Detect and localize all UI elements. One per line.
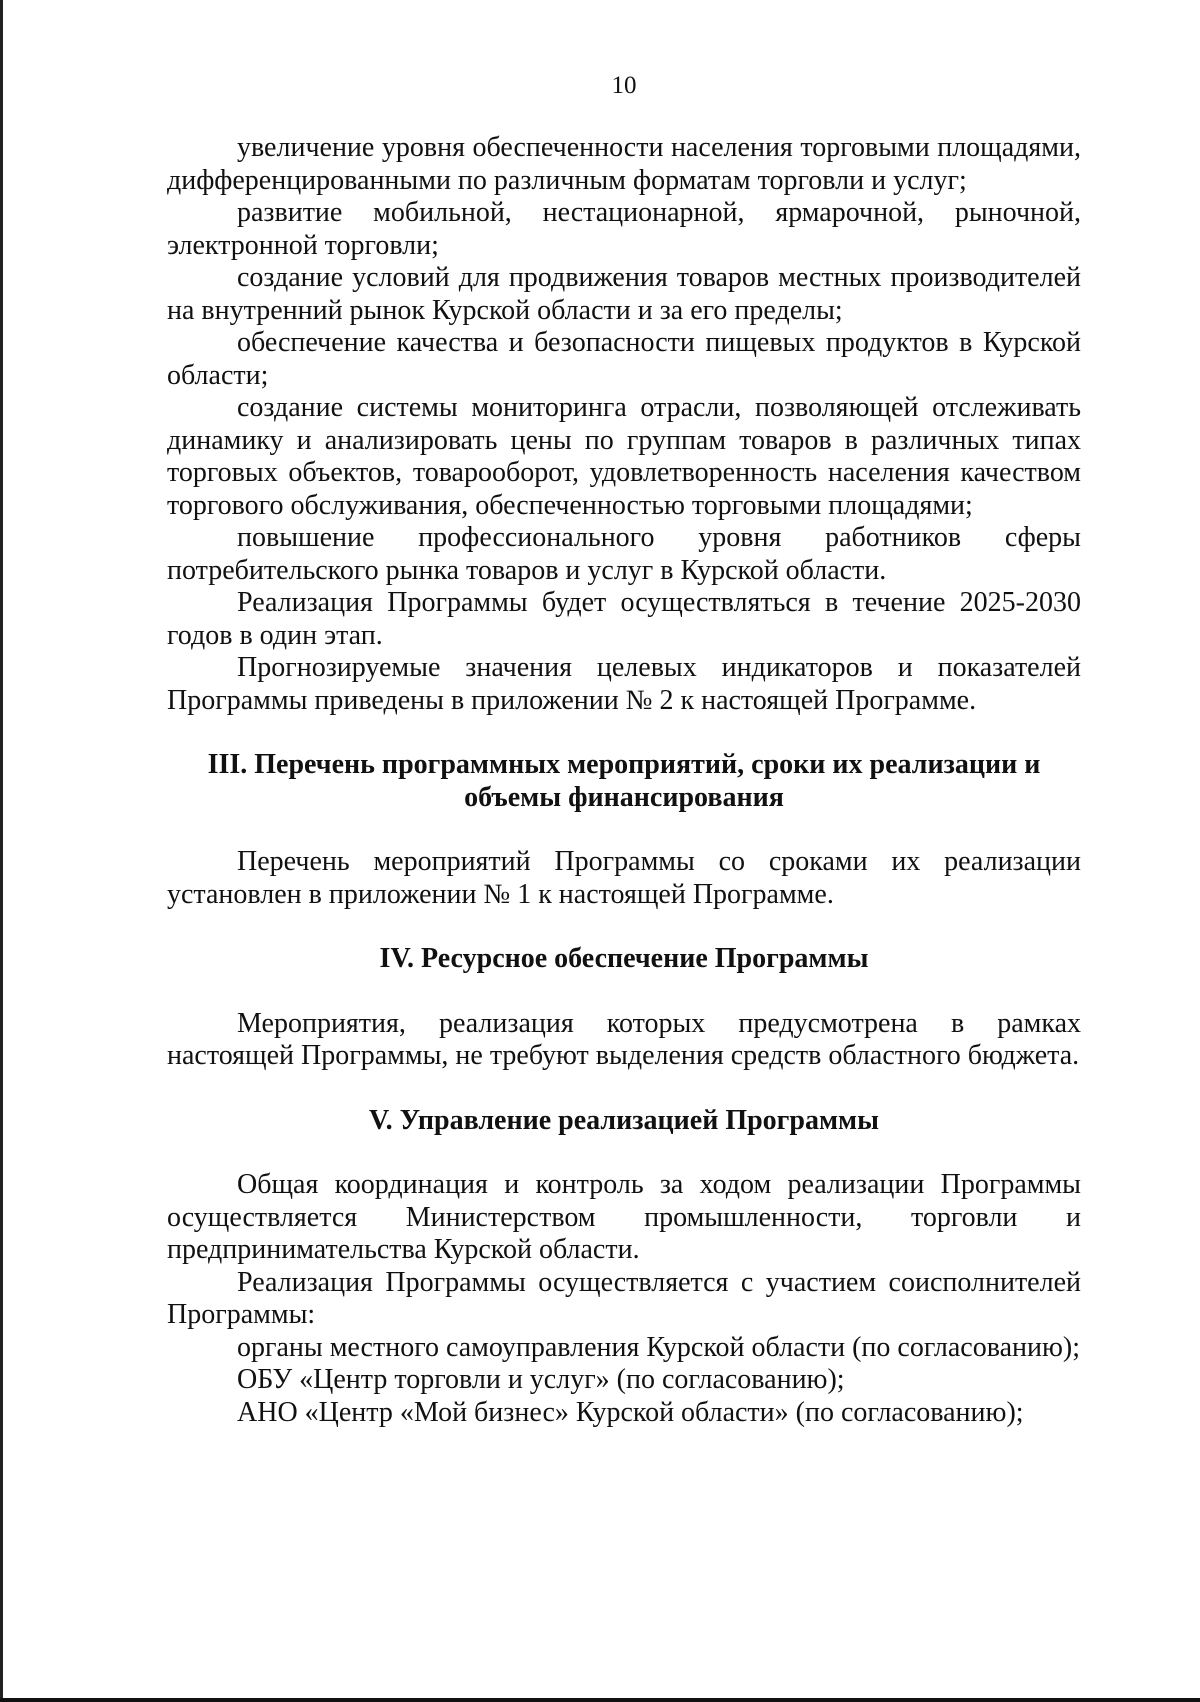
- scan-edge-left: [0, 0, 3, 1702]
- section-3-heading-line2: объемы финансирования: [464, 781, 784, 813]
- section-5-paragraph-3: органы местного самоуправления Курской области (по согласованию);: [237, 1331, 1081, 1363]
- paragraph-goal-2: развитие мобильной, нестационарной, ярмарочной, рыночной, электронной торговли;: [167, 197, 1081, 261]
- section-4-heading: IV. Ресурсное обеспечение Программы: [379, 943, 869, 974]
- section-3-heading-line1: III. Перечень программных мероприятий, сроки их реализации и: [207, 749, 1041, 780]
- section-5-paragraph-2: Реализация Программы осуществляется с участием соисполнителей Программы:: [167, 1266, 1081, 1330]
- co-executor-item-2: АНО «Центр «Мой бизнес» Курской области» (по согласованию);: [237, 1396, 1024, 1428]
- section-5-heading: V. Управление реализацией Программы: [369, 1104, 879, 1136]
- paragraph-goal-4: обеспечение качества и безопасности пищевых продуктов в Курской области;: [167, 327, 1081, 391]
- paragraph-goal-1: увеличение уровня обеспеченности населения торговыми площадями, дифференцированными по различным форматам торговли и услуг;: [167, 132, 1081, 196]
- co-executor-item-1: ОБУ «Центр торговли и услуг» (по согласованию);: [237, 1364, 845, 1395]
- page-number: 10: [611, 72, 637, 99]
- paragraph-goal-6: повышение профессионального уровня работников сферы потребительского рынка товаров и услуг в Курской области.: [167, 522, 1081, 586]
- paragraph-implementation-period: Реализация Программы будет осуществляться в течение 2025-2030 годов в один этап.: [167, 587, 1081, 651]
- section-4-paragraph: Мероприятия, реализация которых предусмотрена в рамках настоящей Программы, не требуют выделения средств областного бюджета.: [167, 1007, 1081, 1071]
- paragraph-goal-5: создание системы мониторинга отрасли, позволяющей отслеживать динамику и анализировать цены по группам товаров в различных типах торговых объектов, товарооборот, удовлетворенность населения качеством торгового обслуживания, обеспеченностью торговыми площадями;: [167, 392, 1081, 521]
- scan-edge-bottom: [0, 1698, 1200, 1702]
- document-body: [167, 132, 1081, 1429]
- paragraph-forecast-values: Прогнозируемые значения целевых индикаторов и показателей Программы приведены в приложении № 2 к настоящей Программе.: [167, 652, 1081, 716]
- section-5-paragraph-1: Общая координация и контроль за ходом реализации Программы осуществляется Министерством промышленности, торговли и предпринимательства Курской области.: [167, 1169, 1081, 1265]
- paragraph-goal-3: создание условий для продвижения товаров местных производителей на внутренний рынок Курской области и за его пределы;: [167, 262, 1081, 326]
- section-3-paragraph: Перечень мероприятий Программы со сроками их реализации установлен в приложении № 1 к настоящей Программе.: [167, 846, 1081, 910]
